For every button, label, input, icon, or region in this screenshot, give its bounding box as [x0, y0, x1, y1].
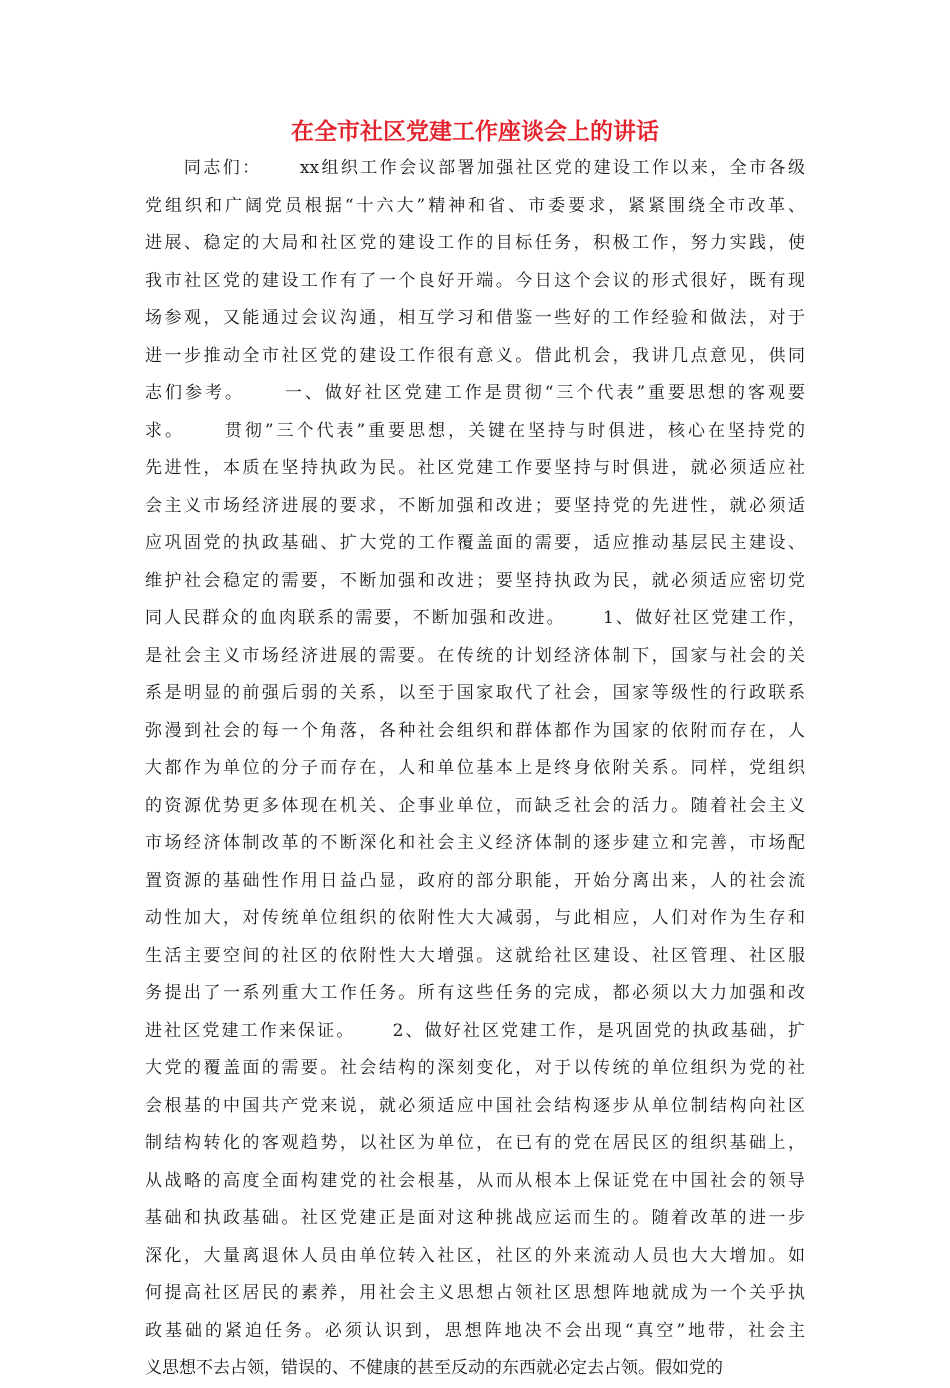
body-line: 制结构转化的客观趋势，以社区为单位，在已有的党在居民区的组织基础上， [145, 1133, 805, 1153]
body-line: 市场经济体制改革的不断深化和社会主义经济体制的逐步建立和完善，市场配 [145, 833, 805, 853]
body-line: 动性加大，对传统单位组织的依附性大大减弱，与此相应，人们对作为生存和 [145, 908, 805, 928]
body-line: 义思想不去占领，错误的、不健康的甚至反动的东西就必定去占领。假如党的 [145, 1358, 723, 1378]
body-line: 深化，大量离退休人员由单位转入社区，社区的外来流动人员也大大增加。如 [145, 1245, 805, 1266]
body-line: 的资源优势更多体现在机关、企事业单位，而缺乏社会的活力。随着社会主义 [145, 795, 805, 816]
body-line: 大都作为单位的分子而存在，人和单位基本上是终身依附关系。同样，党组织 [145, 758, 805, 778]
body-line: 进一步推动全市社区党的建设工作很有意义。借此机会，我讲几点意见，供同 [145, 345, 805, 366]
body-line: 置资源的基础性作用日益凸显，政府的部分职能，开始分离出来，人的社会流 [145, 870, 805, 891]
body-line: 应巩固党的执政基础、扩大党的工作覆盖面的需要，适应推动基层民主建设、 [145, 533, 805, 553]
body-line: 何提高社区居民的素养，用社会主义思想占领社区思想阵地就成为一个关乎执 [145, 1283, 805, 1303]
body-line: 我市社区党的建设工作有了一个良好开端。今日这个会议的形式很好，既有现 [145, 270, 805, 291]
body-line: 政基础的紧迫任务。必须认识到，思想阵地决不会出现“真空”地带，社会主 [145, 1320, 805, 1341]
body-line: 大党的覆盖面的需要。社会结构的深刻变化，对于以传统的单位组织为党的社 [145, 1058, 805, 1078]
body-line: 会根基的中国共产党来说，就必须适应中国社会结构逐步从单位制结构向社区 [145, 1095, 805, 1116]
body-line: 先进性，本质在坚持执政为民。社区党建工作要坚持与时俱进，就必须适应社 [145, 458, 805, 478]
body-line: 求。 贯彻”三个代表”重要思想，关键在坚持与时俱进，核心在坚持党的 [145, 420, 805, 441]
body-line: 系是明显的前强后弱的关系，以至于国家取代了社会，国家等级性的行政联系 [145, 683, 805, 703]
body-line: 党组织和广阔党员根据“十六大”精神和省、市委要求，紧紧围绕全市改革、 [145, 195, 805, 216]
document-body [145, 150, 805, 1388]
body-line: 从战略的高度全面构建党的社会根基，从而从根本上保证党在中国社会的领导 [145, 1170, 805, 1191]
body-line: 进社区党建工作来保证。 2、做好社区党建工作，是巩固党的执政基础，扩 [145, 1020, 805, 1041]
body-line: 弥漫到社会的每一个角落，各种社会组织和群体都作为国家的依附而存在，人 [145, 720, 805, 741]
body-line: 生活主要空间的社区的依附性大大增强。这就给社区建设、社区管理、社区服 [145, 945, 805, 966]
body-line: 基础和执政基础。社区党建正是面对这种挑战应运而生的。随着改革的进一步 [145, 1208, 805, 1228]
body-line: 进展、稳定的大局和社区党的建设工作的目标任务，积极工作，努力实践，使 [145, 233, 805, 253]
document-title: 在全市社区党建工作座谈会上的讲话 [291, 119, 659, 145]
body-line: 维护社会稳定的需要，不断加强和改进；要坚持执政为民，就必须适应密切党 [145, 570, 805, 591]
body-line: 会主义市场经济进展的要求，不断加强和改进；要坚持党的先进性，就必须适 [145, 495, 805, 516]
body-line: 是社会主义市场经济进展的需要。在传统的计划经济体制下，国家与社会的关 [145, 645, 805, 666]
body-line: 场参观，又能通过会议沟通，相互学习和借鉴一些好的工作经验和做法，对于 [145, 308, 805, 328]
body-line: 同志们： xx组织工作会议部署加强社区党的建设工作以来，全市各级 [145, 158, 805, 178]
body-line: 同人民群众的血肉联系的需要，不断加强和改进。 1、做好社区党建工作， [145, 608, 805, 628]
body-line: 志们参考。 一、做好社区党建工作是贯彻“三个代表”重要思想的客观要 [145, 383, 805, 403]
body-line: 务提出了一系列重大工作任务。所有这些任务的完成，都必须以大力加强和改 [145, 983, 805, 1003]
